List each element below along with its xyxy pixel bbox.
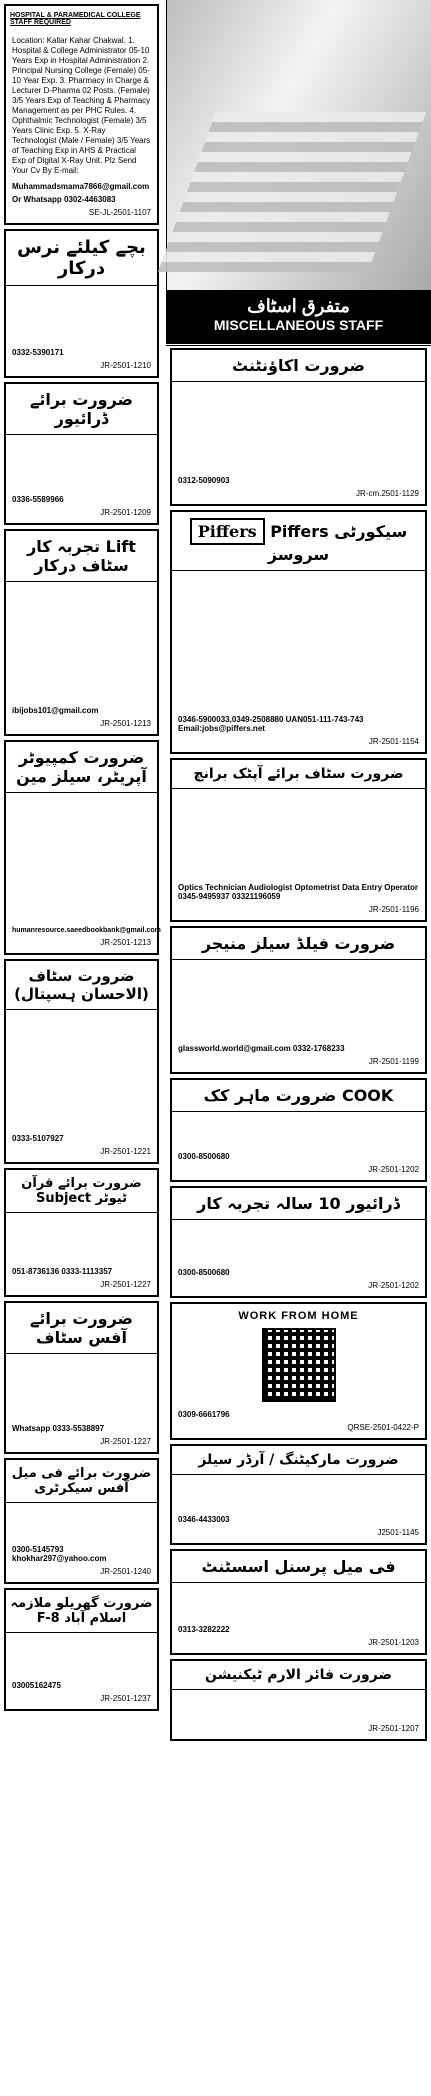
ad-body (6, 435, 157, 493)
ad-personal-assistant (170, 1549, 427, 1655)
ad-body (172, 571, 425, 713)
ad-body (6, 793, 157, 925)
hospital-ad-header: HOSPITAL & PARAMEDICAL COLLEGE STAFF REQUIRED (6, 6, 157, 32)
ad-title: بچے کیلئے نرس درکار (6, 231, 157, 286)
ad-ref: JR-2501-1227 (100, 1437, 151, 1446)
ad-ref: JR-2501-1210 (100, 361, 151, 370)
ad-title: ضرورت فیلڈ سیلز منیجر (172, 928, 425, 960)
ad-title: فی میل پرسنل اسسٹنٹ (172, 1551, 425, 1583)
hospital-ad-email: Muhammadsmama7866@gmail.com (12, 182, 150, 191)
ad-ref: JR-2501-1203 (368, 1638, 419, 1647)
ad-lift (4, 529, 159, 736)
ad-phone: 03005162475 (12, 1681, 61, 1690)
ad-phone: 0300-5145793 khokhar297@yahoo.com (12, 1545, 107, 1563)
ad-ref: QRSE-2501-0422-P (347, 1423, 419, 1432)
ad-title: ضرورت سٹاف (الاحسان ہسپتال) (6, 961, 157, 1010)
ad-phone: 0332-5390171 (12, 348, 64, 357)
ad-driver (4, 382, 159, 525)
ad-cook (170, 1078, 427, 1182)
ad-ref: JR-2501-1199 (368, 1057, 419, 1066)
ad-ref: JR-2501-1213 (100, 938, 151, 947)
ad-phone: 0300-8500680 (178, 1152, 230, 1161)
ad-title: ڈرائیور 10 سالہ تجربہ کار (172, 1188, 425, 1220)
ad-email: ibijobs101@gmail.com (12, 706, 99, 715)
ad-title-text: Piffers سیکورٹی سروسز (267, 522, 408, 564)
ad-title: ضرورت اکاؤنٹنٹ (172, 350, 425, 382)
ad-body (6, 1213, 157, 1265)
ad-body (172, 382, 425, 474)
ad-ref: JR-2501-1154 (368, 737, 419, 746)
ad-phone: 0333-5107927 (12, 1134, 64, 1143)
ad-phone: 0312-5090903 (178, 476, 230, 485)
hospital-ad-body: Location: Kallar Kahar Chakwal. 1. Hospital & College Administrator 05-10 Years Exp in Hospital Administration 2. Principal Nursing College (Female) 05-10 Year Exp. 3. Pharmacy in Charge & Lecturer D-Pharma 02 Posts. (Female) 3/5 Years Exp of Teaching & Pharmacy Management as per PHC Rules. 4. Ophthalmic Technologist (Female) 3/5 Years Clinic Exp. 5. X-Ray Technologist (Male / Female) 3/5 Years of Teaching Exp in AHS & Practical Exp of Digital X-Ray Unit. Plz Send Your Cv By E-mail: (12, 36, 151, 175)
ad-hospital-staff (4, 959, 159, 1164)
ad-fire-alarm (170, 1659, 427, 1741)
ad-ref: JR-2501-1207 (368, 1724, 419, 1733)
left-column (0, 0, 163, 1715)
ad-body (6, 286, 157, 346)
ad-nurse (4, 229, 159, 378)
ad-body (172, 1112, 425, 1150)
ad-ref: JR-2501-1221 (100, 1147, 151, 1156)
ad-accountant (170, 348, 427, 506)
staircase-illustration (158, 112, 426, 272)
header-photo (166, 0, 431, 290)
ad-ref: JR-2501-1227 (100, 1280, 151, 1289)
ad-ref: JR-2501-1202 (368, 1281, 419, 1290)
ad-title: ضرورت برائے ڈرائیور (6, 384, 157, 435)
ad-ref: JR-2501-1237 (100, 1694, 151, 1703)
ad-body (172, 1220, 425, 1266)
ad-field-sales (170, 926, 427, 1074)
ad-ref: J2501-1145 (377, 1528, 419, 1537)
ad-body (172, 1690, 425, 1722)
ad-computer-operator (4, 740, 159, 955)
ad-email: humanresource.saeedbookbank@gmail.com (12, 927, 161, 934)
ad-body (6, 1354, 157, 1422)
qr-code-icon (262, 1328, 336, 1402)
ad-title: ضرورت مارکیٹنگ / آرڈر سیلز (172, 1446, 425, 1475)
ad-title: ضرورت فائر الارم ٹیکنیشن (172, 1661, 425, 1690)
ad-marketing (170, 1444, 427, 1545)
ad-secretary (4, 1458, 159, 1584)
piffers-logo: Piffers (190, 518, 265, 545)
hospital-ad-ref: SE-JL-2501-1107 (88, 208, 151, 217)
ad-ref: JR-2501-1240 (100, 1567, 151, 1576)
ad-body (6, 1633, 157, 1679)
hospital-ad-whatsapp: Or Whatsapp 0302-4463083 (12, 195, 116, 204)
ad-body (6, 1503, 157, 1543)
ad-phone: 0346-4433003 (178, 1515, 230, 1524)
ad-title: ضرورت برائے آفس سٹاف (6, 1303, 157, 1354)
ad-title: WORK FROM HOME (238, 1310, 359, 1322)
ad-body (6, 1010, 157, 1132)
ad-phone: 0336-5589966 (12, 495, 64, 504)
ad-phone: 0346-5900033,0349-2508880 UAN051-111-743-743 Email:jobs@piffers.net (178, 715, 364, 733)
ad-phone: 0300-8500680 (178, 1268, 230, 1277)
ad-ref: JR-cm.2501-1129 (356, 489, 419, 498)
ad-piffers (170, 510, 427, 754)
ad-tutor (4, 1168, 159, 1297)
banner-english: MISCELLANEOUS STAFF (213, 317, 384, 333)
ad-phone: Optics Technician Audiologist Optometrist Data Entry Operator 0345-9495937 03321196059 (178, 883, 419, 901)
ad-phone: 051-8736136 0333-1113357 (12, 1267, 113, 1276)
ad-phone: Whatsapp 0333-5538897 (12, 1424, 105, 1433)
ad-phone: 0313-3282222 (178, 1625, 230, 1634)
ad-body (6, 582, 157, 704)
ad-ref: JR-2501-1213 (100, 719, 151, 728)
right-column (166, 344, 431, 1745)
ad-title: ضرورت برائے فی میل آفس سیکرٹری (6, 1460, 157, 1503)
ad-title: ضرورت سٹاف برائے آپٹک برانچ (172, 760, 425, 789)
banner-urdu: متفرق اسٹاف (247, 296, 350, 316)
ad-phone: 0309-6661796 (178, 1410, 230, 1419)
ad-body (172, 960, 425, 1042)
ad-ref: JR-2501-1202 (368, 1165, 419, 1174)
ad-title: ضرورت ماہر کک COOK (172, 1080, 425, 1112)
ad-optics (170, 758, 427, 922)
ad-title (172, 512, 425, 571)
ad-maid (4, 1588, 159, 1711)
ad-office-staff (4, 1301, 159, 1454)
section-banner (166, 290, 431, 347)
ad-work-from-home (170, 1302, 427, 1440)
ad-title: تجربہ کار Lift سٹاف درکار (6, 531, 157, 582)
ad-phone: glassworld.world@gmail.com 0332-1768233 (178, 1044, 345, 1053)
hospital-ad (4, 4, 159, 225)
ad-body (172, 1475, 425, 1513)
ad-body (172, 1583, 425, 1623)
ad-ref: JR-2501-1196 (368, 905, 419, 914)
ad-title: ضرورت برائے قرآن Subject ٹیوٹر (6, 1170, 157, 1213)
ad-driver-10yr (170, 1186, 427, 1298)
ad-ref: JR-2501-1209 (100, 508, 151, 517)
ad-title: ضرورت کمپیوٹر آپریٹر، سیلز مین (6, 742, 157, 793)
ad-body (172, 789, 425, 881)
ad-title: ضرورت گھریلو ملازمہ F-8 اسلام آباد (6, 1590, 157, 1633)
